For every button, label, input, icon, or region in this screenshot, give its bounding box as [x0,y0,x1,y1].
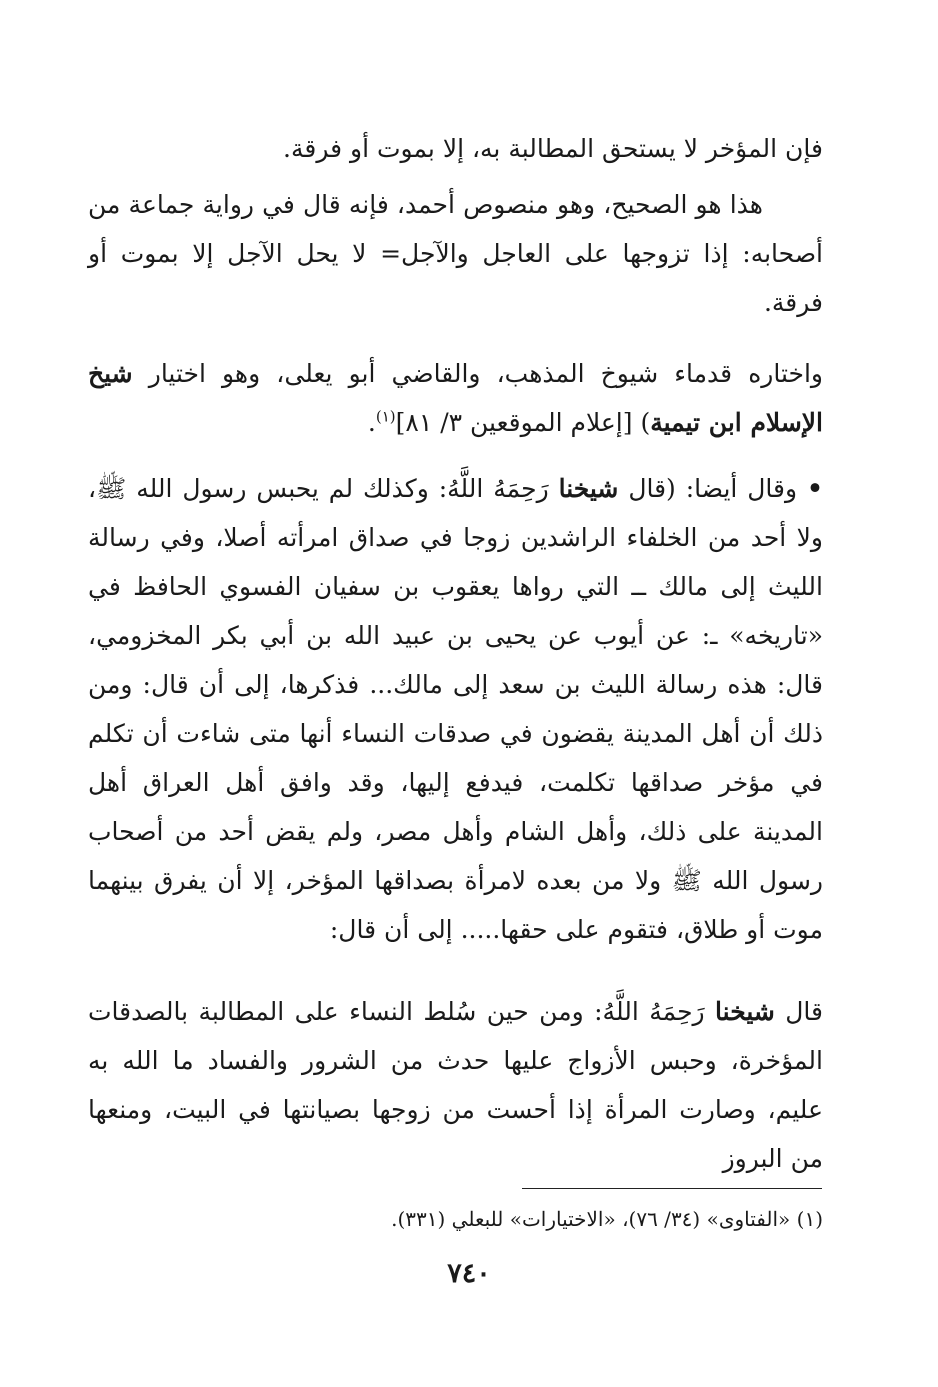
footnote-text: (١) «الفتاوى» (٣٤/ ٧٦)، «الاختيارات» للبعلي (٣٣١). [391,1207,823,1231]
paragraph-4 [88,464,823,954]
paragraph-3 [88,349,823,447]
paragraph-5-text: رَحِمَهُ اللَّهُ: ومن حين سُلط النساء على المطالبة بالصدقات المؤخرة، وحبس الأزواج عليها حدث من الشرور والفساد ما الله به عليم، وصارت المرأة إذا أحست من زوجها بصيانتها في البيت، ومنعها من البروز [88,997,823,1173]
paragraph-3-citation: ) [إعلام الموقعين ٣/ ٨١] [395,408,651,437]
paragraph-2-text: هذا هو الصحيح، وهو منصوص أحمد، فإنه قال في رواية جماعة من أصحابه: إذا تزوجها على العاجل والآجل= لا يحل الآجل إلا بموت أو فرقة. [88,190,823,317]
footnote-ref-1: (١) [375,407,396,426]
paragraph-1-text: فإن المؤخر لا يستحق المطالبة به، إلا بموت أو فرقة. [283,134,823,163]
paragraph-3-text-start: واختاره قدماء شيوخ المذهب، والقاضي أبو يعلى، وهو اختيار [132,359,823,388]
page-number: ٧٤٠ [447,1258,491,1289]
paragraph-1 [88,124,823,173]
paragraph-4-bold-name: شيخنا [558,474,619,503]
paragraph-2 [88,180,823,327]
paragraph-3-end: . [367,408,376,437]
paragraph-5 [88,987,823,1183]
paragraph-4-text-start: وقال أيضا: (قال [618,474,798,503]
paragraph-4-text: رَحِمَهُ اللَّهُ: وكذلك لم يحبس رسول الله ﷺ، ولا أحد من الخلفاء الراشدين زوجا في صداق امرأته أصلا، وفي رسالة الليث إلى مالك ــ التي رواها يعقوب بن سفيان الفسوي الحافظ في «تاريخه» ـ: عن أيوب عن يحيى بن عبيد الله بن أبي بكر المخزومي، قال: هذه رسالة الليث بن سعد إلى مالك... فذكرها، إلى أن قال: ومن ذلك أن أهل المدينة يقضون في صدقات النساء أنها متى شاءت أن تكلم في مؤخر صداقها تكلمت، فيدفع إليها، وقد وافق أهل العراق أهل المدينة على ذلك، وأهل الشام وأهل مصر، ولم يقض أحد من أصحاب رسول الله ﷺ ولا من بعده لامرأة بصداقها المؤخر، إلا أن يفرق بينهما موت أو طلاق، فتقوم على حقها..... إلى أن قال: [88,474,823,944]
footnote-divider [522,1188,822,1189]
paragraph-5-bold-name: شيخنا [715,997,775,1026]
footnote [88,1203,823,1235]
bullet-icon: • [807,474,823,503]
paragraph-5-text-start: قال [774,997,823,1026]
paragraph-3-bold-name: شيخ الإسلام ابن تيمية [88,359,823,437]
